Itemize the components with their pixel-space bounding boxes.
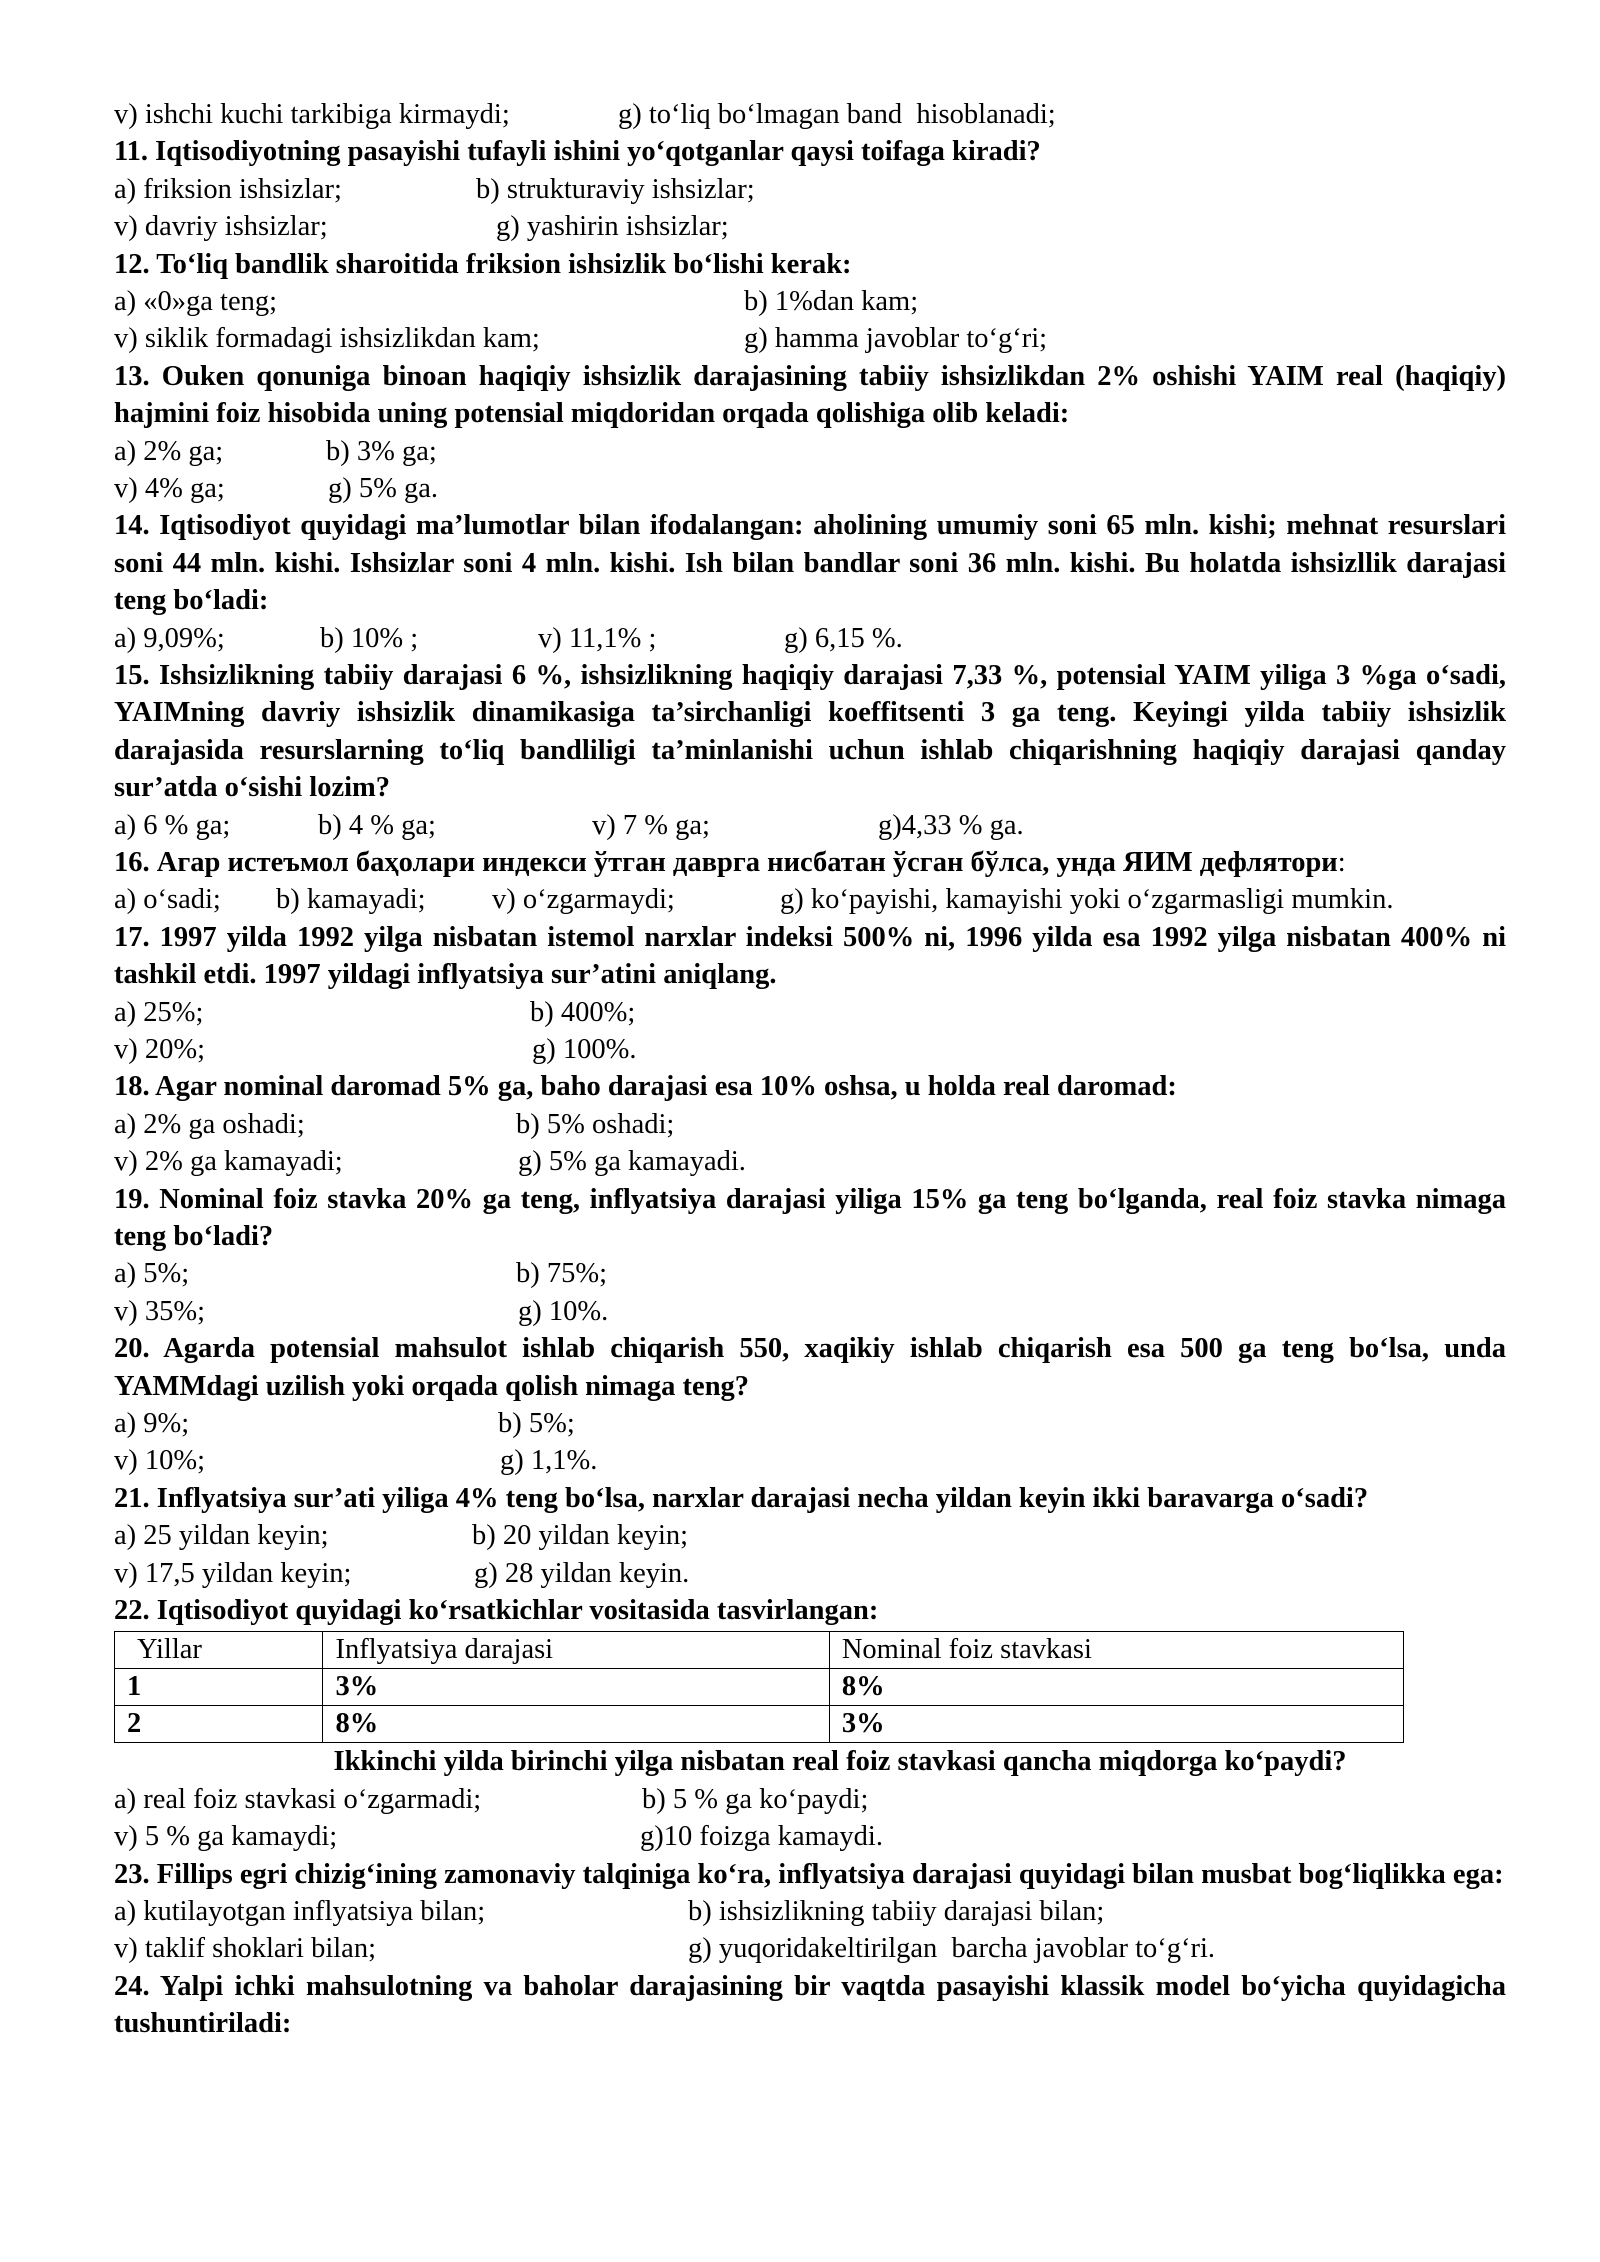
table-cell: 2 [115, 1706, 323, 1743]
answer-option: v) 35%; [114, 1295, 206, 1327]
table-header-row [115, 1632, 1404, 1669]
question-text: 19. Nominal foiz stavka 20% ga teng, inflyatsiya darajasi yiliga 15% ga teng bo‘lganda, real foiz stavka nimaga teng bo‘ladi? [114, 1183, 1506, 1252]
answer-option: v) 5 % ga kamaydi; [114, 1821, 338, 1853]
answer-option: g) to‘liq bo‘lmagan band hisoblanadi; [618, 99, 1056, 130]
answer-option: b) 400%; [530, 996, 636, 1028]
answer-row [114, 994, 1506, 1031]
answer-option: b) 5%; [498, 1407, 575, 1439]
table-cell: 3% [323, 1669, 829, 1706]
answer-option: a) real foiz stavkasi o‘zgarmadi; [114, 1783, 482, 1815]
answer-row [114, 1255, 1506, 1292]
answer-option: a) 2% ga; [114, 435, 224, 467]
answer-option: v) 10%; [114, 1445, 206, 1477]
question-text: 18. Agar nominal daromad 5% ga, baho darajasi esa 10% oshsa, u holda real daromad: [114, 1071, 1177, 1103]
answer-row [114, 1517, 1506, 1554]
answer-option: b) 4 % ga; [318, 809, 436, 841]
answer-row [114, 433, 1506, 470]
answer-row [114, 208, 1506, 245]
answer-row [114, 1293, 1506, 1330]
answer-option: v) 11,1% ; [538, 622, 657, 654]
answer-row [114, 96, 1506, 133]
question-text: 15. Ishsizlikning tabiiy darajasi 6 %, ishsizlikning haqiqiy darajasi 7,33 %, potensial YAIM yiliga 3 %ga o‘sadi, YAIMning davriy ishsizlik dinamikasiga ta’sirchanligi koeffitsenti 3 ga teng. Keyingi yilda tabiiy ishsizlik darajasida resurslarning to‘liq bandliligi ta’minlanishi uchun ishlab chiqarishning haqiqiy darajasi qanday sur’atda o‘sishi lozim? [114, 659, 1506, 804]
table-cell: 1 [115, 1669, 323, 1706]
table-cell: 8% [323, 1706, 829, 1743]
answer-option: b) kamayadi; [276, 884, 426, 916]
answer-option: g) 28 yildan keyin. [474, 1557, 690, 1589]
data-table [114, 1631, 1404, 1743]
question-text: 20. Agarda potensial mahsulot ishlab chiqarish 550, xaqikiy ishlab chiqarish esa 500 ga teng bo‘lsa, unda YAMMdagi uzilish yoki orqada qolish nimaga teng? [114, 1333, 1506, 1402]
answer-row [114, 470, 1506, 507]
answer-option: g) yuqoridakeltirilgan barcha javoblar to‘g‘ri. [688, 1933, 1216, 1965]
answer-option: g)10 foizga kamaydi. [640, 1821, 883, 1853]
answer-option: a) o‘sadi; [114, 884, 221, 916]
answer-option: v) taklif shoklari bilan; [114, 1933, 376, 1965]
answer-option: b) 75%; [516, 1258, 608, 1290]
answer-option: b) strukturaviy ishsizlar; [476, 173, 755, 205]
answer-row [114, 807, 1506, 844]
answer-option: b) 10% ; [320, 622, 419, 654]
answer-row [114, 283, 1506, 320]
table-header: Inflyatsiya darajasi [323, 1632, 829, 1669]
answer-row [114, 1781, 1506, 1818]
answer-option: v) 2% ga kamayadi; [114, 1146, 343, 1178]
question-text-tail: : [1337, 846, 1346, 878]
question-text: 17. 1997 yilda 1992 yilga nisbatan istemol narxlar indeksi 500% ni, 1996 yilda esa 1992 yilga nisbatan 400% ni tashkil etdi. 1997 yildagi inflyatsiya sur’atini aniqlang. [114, 921, 1506, 991]
answer-row [114, 1106, 1506, 1143]
answer-option: a) kutilayotgan inflyatsiya bilan; [114, 1895, 486, 1927]
answer-option: b) 3% ga; [326, 435, 437, 467]
answer-option: v) ishchi kuchi tarkibiga kirmaydi; [114, 99, 510, 130]
question-text-bold: 16. Агар истеъмол баҳолари индекси ўтган даврга нисбатан ўсган бўлса, унда ЯИМ дефлятори [114, 846, 1338, 878]
table-row [115, 1669, 1404, 1706]
answer-option: a) «0»ga teng; [114, 285, 278, 317]
answer-row [114, 1893, 1506, 1930]
question-text: 12. To‘liq bandlik sharoitida friksion ishsizlik bo‘lishi kerak: [114, 248, 852, 280]
document-page [114, 96, 1506, 2043]
question-subtext: Ikkinchi yilda birinchi yilga nisbatan real foiz stavkasi qancha miqdorga ko‘paydi? [333, 1746, 1347, 1778]
answer-option: g) hamma javoblar to‘g‘ri; [744, 323, 1048, 355]
answer-option: v) 4% ga; [114, 472, 225, 504]
answer-row [114, 1818, 1506, 1855]
answer-option: v) o‘zgarmaydi; [492, 884, 675, 916]
answer-option: g) 5% ga. [328, 472, 439, 504]
question-text: 24. Yalpi ichki mahsulotning va baholar darajasining bir vaqtda pasayishi klassik model bo‘yicha quyidagicha tushuntiriladi: [114, 1970, 1506, 2040]
answer-option: a) friksion ishsizlar; [114, 173, 342, 205]
answer-option: b) 1%dan kam; [744, 285, 919, 317]
question-text: 23. Fillips egri chizig‘ining zamonaviy talqiniga ko‘ra, inflyatsiya darajasi quyidagi bilan musbat bog‘liqlikka ega: [114, 1858, 1504, 1890]
answer-option: g) ko‘payishi, kamayishi yoki o‘zgarmasligi mumkin. [780, 884, 1394, 916]
question-text: 11. Iqtisodiyotning pasayishi tufayli ishini yo‘qotganlar qaysi toifaga kiradi? [114, 136, 1041, 168]
answer-row [114, 1555, 1506, 1592]
answer-option: g) yashirin ishsizlar; [496, 211, 729, 243]
answer-row [114, 1143, 1506, 1180]
answer-option: g) 100%. [532, 1033, 637, 1065]
table-header: Yillar [115, 1632, 323, 1669]
answer-row [114, 620, 1506, 657]
answer-row [114, 1930, 1506, 1967]
answer-option: b) 5% oshadi; [516, 1108, 675, 1140]
answer-option: b) ishsizlikning tabiiy darajasi bilan; [688, 1895, 1105, 1927]
answer-option: v) davriy ishsizlar; [114, 211, 328, 243]
answer-option: a) 9%; [114, 1407, 190, 1439]
answer-option: v) siklik formadagi ishsizlikdan kam; [114, 323, 540, 355]
question-text: 13. Ouken qonuniga binoan haqiqiy ishsizlik darajasining tabiiy ishsizlikdan 2% oshishi YAIM real (haqiqiy) hajmini foiz hisobida uning potensial miqdoridan orqada qolishiga olib keladi: [114, 360, 1506, 430]
question-text [114, 844, 1506, 881]
answer-option: v) 7 % ga; [592, 809, 710, 841]
table-header: Nominal foiz stavkasi [829, 1632, 1403, 1669]
answer-option: g) 1,1%. [500, 1445, 598, 1477]
question-text: 14. Iqtisodiyot quyidagi ma’lumotlar bilan ifodalangan: aholining umumiy soni 65 mln. kishi; mehnat resurslari soni 44 mln. kishi. Ishsizlar soni 4 mln. kishi. Ish bilan bandlar soni 36 mln. kishi. Bu holatda ishsizllik darajasi teng bo‘ladi: [114, 510, 1506, 617]
answer-row [114, 1442, 1506, 1479]
answer-option: g) 6,15 %. [784, 622, 903, 654]
answer-row [114, 171, 1506, 208]
question-text: 21. Inflyatsiya sur’ati yiliga 4% teng bo‘lsa, narxlar darajasi necha yildan keyin ikki baravarga o‘sadi? [114, 1482, 1369, 1514]
table-cell: 3% [829, 1706, 1403, 1743]
answer-option: g) 10%. [518, 1295, 609, 1327]
answer-option: v) 20%; [114, 1033, 206, 1065]
answer-row [114, 881, 1506, 918]
answer-row [114, 1031, 1506, 1068]
answer-option: b) 5 % ga ko‘paydi; [642, 1783, 869, 1815]
answer-option: a) 2% ga oshadi; [114, 1108, 305, 1140]
question-text: 22. Iqtisodiyot quyidagi ko‘rsatkichlar vositasida tasvirlangan: [114, 1594, 879, 1626]
table-row [115, 1706, 1404, 1743]
answer-option: a) 25%; [114, 996, 204, 1028]
answer-option: a) 25 yildan keyin; [114, 1520, 329, 1552]
table-cell: 8% [829, 1669, 1403, 1706]
answer-option: a) 9,09%; [114, 622, 225, 654]
answer-option: v) 17,5 yildan keyin; [114, 1557, 352, 1589]
answer-option: a) 5%; [114, 1258, 190, 1290]
answer-option: b) 20 yildan keyin; [472, 1520, 689, 1552]
answer-row [114, 320, 1506, 357]
answer-option: a) 6 % ga; [114, 809, 231, 841]
answer-row [114, 1405, 1506, 1442]
answer-option: g) 5% ga kamayadi. [518, 1146, 746, 1178]
answer-option: g)4,33 % ga. [878, 809, 1024, 841]
